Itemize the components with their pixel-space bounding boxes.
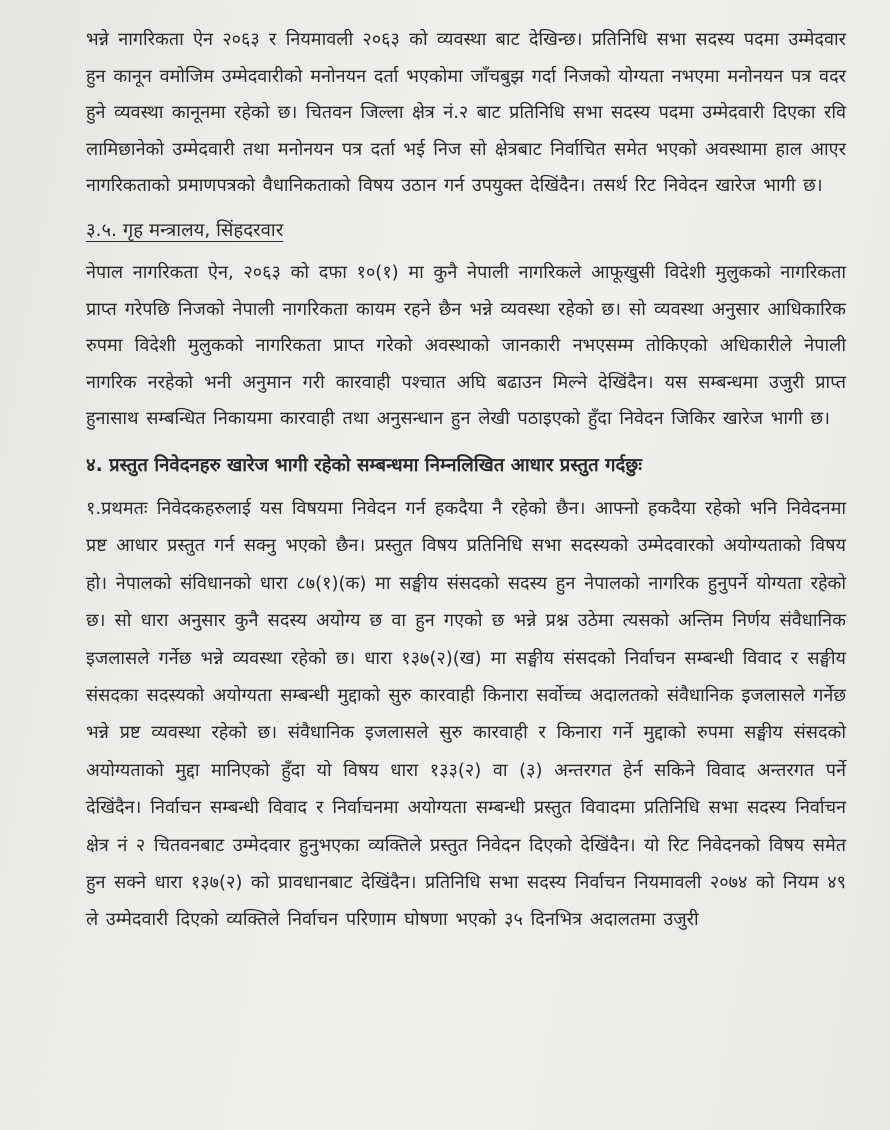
section-heading-4: ४. प्रस्तुत निवेदनहरु खारेज भागी रहेको सम्बन्धमा निम्नलिखित आधार प्रस्तुत गर्दछुः xyxy=(86,454,643,476)
section-heading-3-5 xyxy=(86,213,846,249)
document-body xyxy=(86,22,846,939)
paragraph-prathamatah: १.प्रथमतः निवेदकहरुलाई यस विषयमा निवेदन गर्न हकदैया नै रहेको छैन। आफ्नो हकदैया रहेको भनि निवेदनमा प्रष्ट आधार प्रस्तुत गर्न सक्नु भएको छैन। प्रस्तुत विषय प्रतिनिधि सभा सदस्यको उम्मेदवारको अयोग्यताको विषय हो। नेपालको संविधानको धारा ८७(१)(क) मा सङ्घीय संसदको सदस्य हुन नेपालको नागरिक हुनुपर्ने योग्यता रहेको छ। सो धारा अनुसार कुनै सदस्य अयोग्य छ वा हुन गएको छ भन्ने प्रश्न उठेमा त्यसको अन्तिम निर्णय संवैधानिक इजलासले गर्नेछ भन्ने व्यवस्था रहेको छ। धारा १३७(२)(ख) मा सङ्घीय संसदको निर्वाचन सम्बन्धी विवाद र सङ्घीय संसदका सदस्यको अयोग्यता सम्बन्धी मुद्दाको सुरु कारवाही किनारा सर्वोच्च अदालतको संवैधानिक इजलासले गर्नेछ भन्ने प्रष्ट व्यवस्था रहेको छ। संवैधानिक इजलासले सुरु कारवाही र किनारा गर्ने मुद्दाको रुपमा सङ्घीय संसदको अयोग्यताको मुद्दा मानिएको हुँदा यो विषय धारा १३३(२) वा (३) अन्तरगत हेर्न सकिने विवाद अन्तरगत पर्ने देखिंदैन। निर्वाचन सम्बन्धी विवाद र निर्वाचनमा अयोग्यता सम्बन्धी प्रस्तुत विवादमा प्रतिनिधि सभा सदस्य निर्वाचन क्षेत्र नं २ चितवनबाट उम्मेदवार हुनुभएका व्यक्तिले प्रस्तुत निवेदन दिएको देखिंदैन। यो रिट निवेदनको विषय समेत हुन सक्ने धारा १३७(२) को प्रावधानबाट देखिंदैन। प्रतिनिधि सभा सदस्य निर्वाचन नियमावली २०७४ को नियम ४९ ले उम्मेदवारी दिएको व्यक्तिले निर्वाचन परिणाम घोषणा भएको ३५ दिनभित्र अदालतमा उजुरी xyxy=(86,497,846,931)
section-heading-3-5-text: ३.५. गृह मन्त्रालय, सिंहदरवार xyxy=(86,219,284,241)
paragraph-griha-mantralaya: नेपाल नागरिकता ऐन, २०६३ को दफा १०(१) मा कुनै नेपाली नागरिकले आफूखुसी विदेशी मुलुकको नागरिकता प्राप्त गरेपछि निजको नेपाली नागरिकता कायम रहने छैन भन्ने व्यवस्था रहेको छ। सो व्यवस्था अनुसार आधिकारिक रुपमा विदेशी मुलुकको नागरिकता प्राप्त गरेको अवस्थाको जानकारी नभएसम्म तोकिएको अधिकारीले नेपाली नागरिक नरहेको भनी अनुमान गरी कारवाही पश्चात अघि बढाउन मिल्ने देखिंदैन। यस सम्बन्धमा उजुरी प्राप्त हुनासाथ सम्बन्धित निकायमा कारवाही तथा अनुसन्धान हुन लेखी पठाइएको हुँदा निवेदन जिकिर खारेज भागी छ। xyxy=(86,261,846,430)
paragraph-nagarikta-ain: भन्ने नागरिकता ऐन २०६३ र नियमावली २०६३ को व्यवस्था बाट देखिन्छ। प्रतिनिधि सभा सदस्य पदमा उम्मेदवार हुन कानून वमोजिम उम्मेदवारीको मनोनयन दर्ता भएकोमा जाँचबुझ गर्दा निजको योग्यता नभएमा मनोनयन पत्र वदर हुने व्यवस्था कानूनमा रहेको छ। चितवन जिल्ला क्षेत्र नं.२ बाट प्रतिनिधि सभा सदस्य पदमा उम्मेदवारी दिएका रवि लामिछानेको उम्मेदवारी तथा मनोनयन पत्र दर्ता भई निज सो क्षेत्रबाट निर्वाचित समेत भएको अवस्थामा हाल आएर नागरिकताको प्रमाणपत्रको वैधानिकताको विषय उठान गर्न उपयुक्त देखिंदैन। तसर्थ रिट निवेदन खारेज भागी छ। xyxy=(86,29,846,197)
